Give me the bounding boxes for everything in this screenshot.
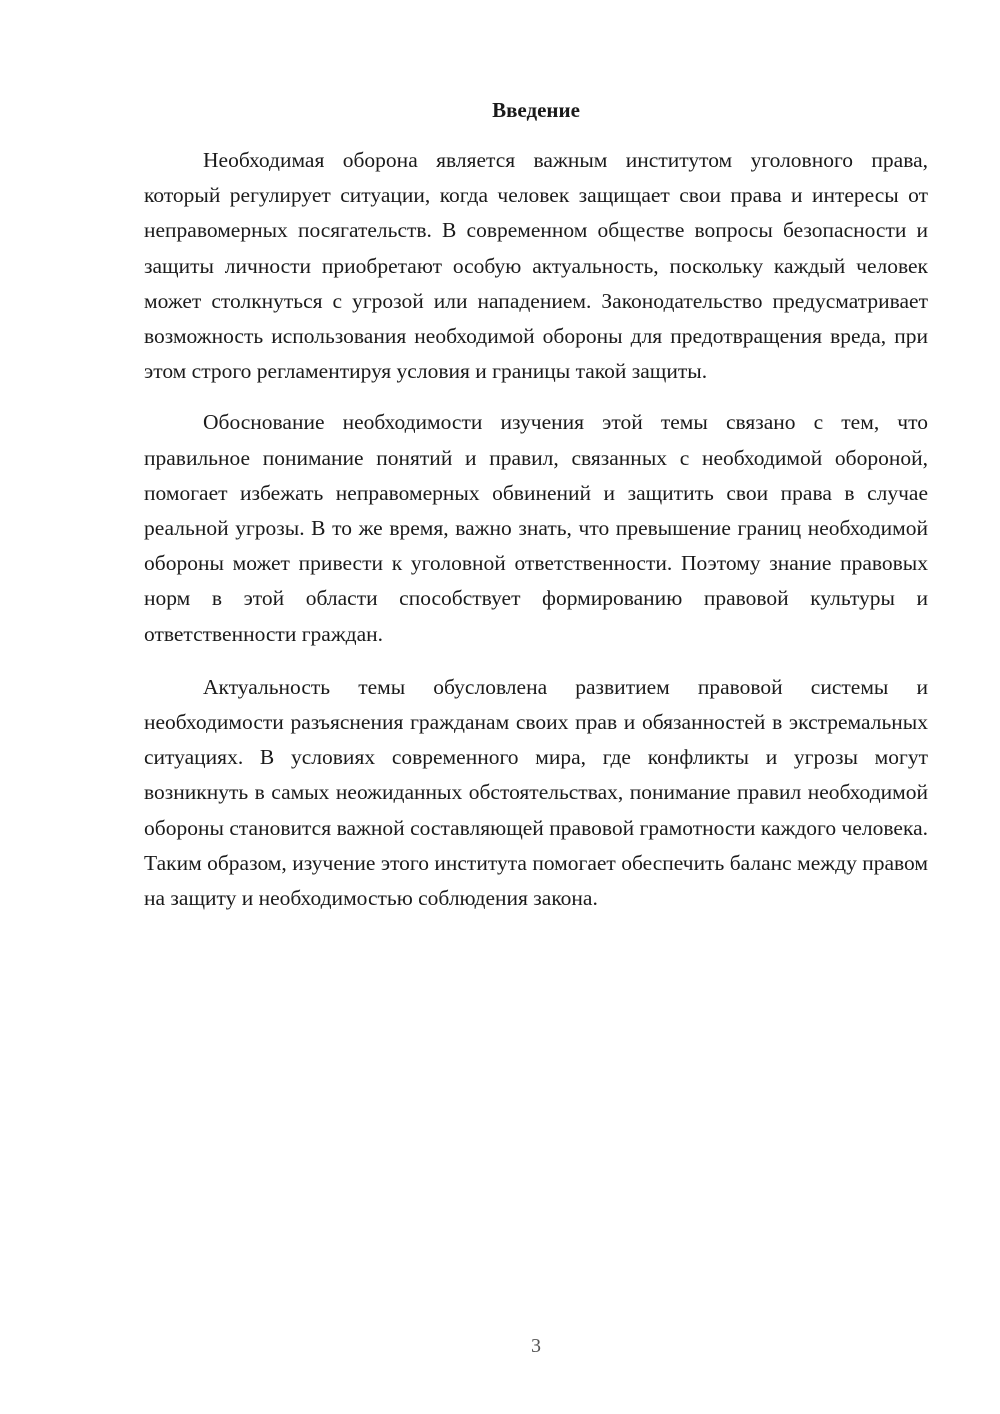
page-number: 3 xyxy=(531,1335,541,1357)
paragraph-justification: Обоснование необходимости изучения этой темы связано с тем, что правильное понимание понятий и правил, связанных с необходимой обороной, помогает избежать неправомерных обвинений и защитить свои права в случае реальной угрозы. В то же время, важно знать, что превышение границ необходимой обороны может привести к уголовной ответственности. Поэтому знание правовых норм в этой области способствует формированию правовой культуры и ответственности граждан. xyxy=(144,410,928,646)
paragraph-intro: Необходимая оборона является важным институтом уголовного права, который регулирует ситуации, когда человек защищает свои права и интересы от неправомерных посягательств. В современном обществе вопросы безопасности и защиты личности приобретают особую актуальность, поскольку каждый человек может столкнуться с угрозой или нападением. Законодательство предусматривает возможность использования необходимой обороны для предотвращения вреда, при этом строго регламентируя условия и границы такой защиты. xyxy=(144,148,928,384)
paragraph-relevance: Актуальность темы обусловлена развитием правовой системы и необходимости разъяснения гражданам своих прав и обязанностей в экстремальных ситуациях. В условиях современного мира, где конфликты и угрозы могут возникнуть в самых неожиданных обстоятельствах, понимание правил необходимой обороны становится важной составляющей правовой грамотности каждого человека. Таким образом, изучение этого института помогает обеспечить баланс между правом на защиту и необходимостью соблюдения закона. xyxy=(144,674,928,911)
section-heading: Введение xyxy=(492,98,580,122)
page-content xyxy=(144,95,928,916)
